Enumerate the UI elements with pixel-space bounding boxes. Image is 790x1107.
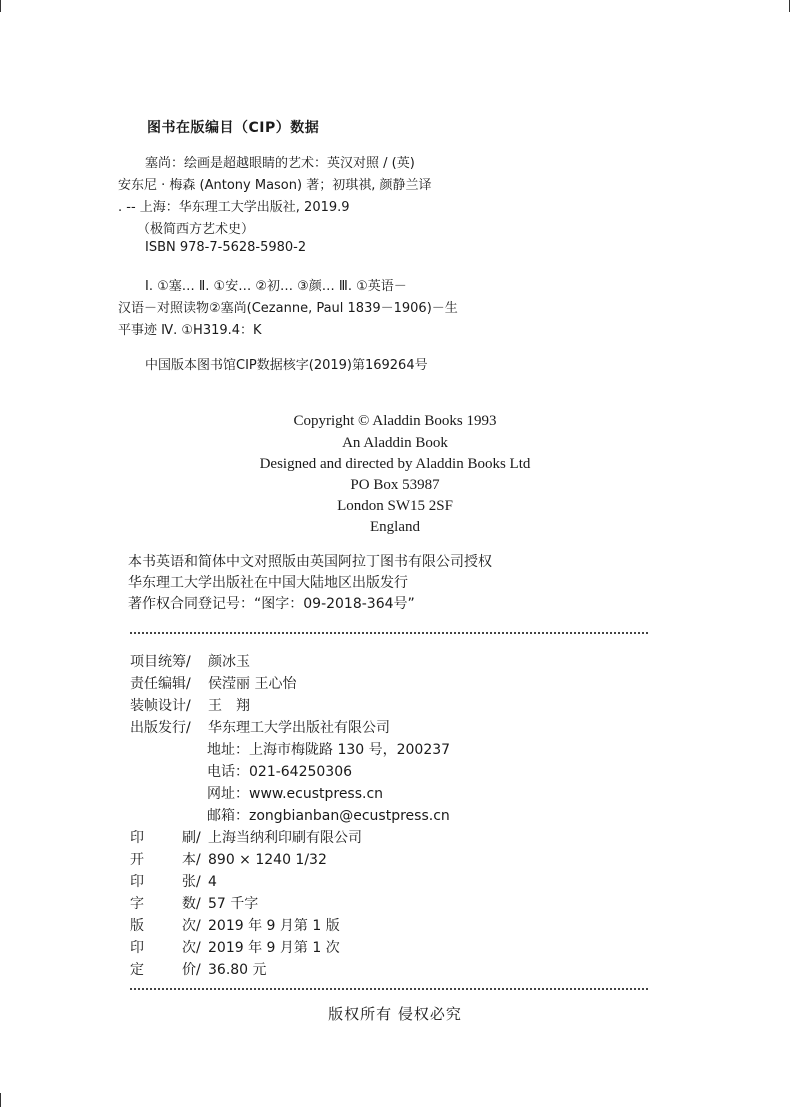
info-label: 责任编辑/ — [130, 676, 191, 692]
info-row-printer: 印 刷 / 上海当纳利印刷有限公司 — [130, 830, 362, 846]
copyright-line-6: England — [370, 519, 420, 535]
info-value: 颜冰玉 — [208, 654, 250, 670]
info-row-edition: 版 次 / 2019 年 9 月第 1 版 — [130, 918, 340, 934]
publisher-address: 地址：上海市梅陇路 130 号，200237 — [207, 742, 451, 758]
info-row-sheets: 印 张 / 4 — [130, 874, 217, 890]
info-value: 侯滢丽 王心怡 — [208, 676, 297, 692]
info-label: 字 数 — [130, 896, 196, 912]
crop-mark-top-left — [0, 0, 1, 12]
info-label: 项目统筹/ — [130, 654, 191, 670]
info-row-impression: 印 次 / 2019 年 9 月第 1 次 — [130, 940, 340, 956]
info-label: 开 本 — [130, 852, 196, 868]
cip-isbn: ISBN 978-7-5628-5980-2 — [145, 240, 307, 255]
dotted-divider-top — [130, 632, 648, 634]
copyright-line-1: Copyright © Aladdin Books 1993 — [293, 413, 497, 429]
info-label: 版 次 — [130, 918, 196, 934]
info-value: 4 — [208, 874, 217, 890]
copyright-line-3: Designed and directed by Aladdin Books Ltd — [259, 456, 531, 472]
info-value: 华东理工大学出版社有限公司 — [208, 720, 390, 736]
cip-record-number: 中国版本图书馆CIP数据核字(2019)第169264号 — [145, 358, 428, 373]
info-value: 上海当纳利印刷有限公司 — [208, 830, 362, 846]
authorization-line-2: 华东理工大学出版社在中国大陆地区出版发行 — [128, 575, 408, 591]
info-value: 2019 年 9 月第 1 次 — [208, 940, 340, 956]
authorization-line-1: 本书英语和简体中文对照版由英国阿拉丁图书有限公司授权 — [128, 554, 492, 570]
info-label: 出版发行/ — [130, 720, 191, 736]
info-label: 印 刷 — [130, 830, 196, 846]
copyright-line-2: An Aladdin Book — [342, 435, 448, 451]
info-row-design — [130, 696, 250, 716]
info-row-publisher — [130, 718, 390, 738]
info-value: 57 千字 — [208, 896, 259, 912]
info-value: 36.80 元 — [208, 962, 267, 978]
info-label: 定 价 — [130, 962, 196, 978]
cip-line-2: 安东尼 · 梅森 (Antony Mason) 著；初琪祺, 颜静兰译 — [118, 178, 432, 193]
cip-line-4: （极简西方艺术史） — [137, 222, 255, 237]
info-row-price: 定 价 / 36.80 元 — [130, 962, 267, 978]
info-value: 2019 年 9 月第 1 版 — [208, 918, 340, 934]
authorization-line-3: 著作权合同登记号：“图字：09-2018-364号” — [128, 596, 415, 612]
info-row-words: 字 数 / 57 千字 — [130, 896, 259, 912]
cip-line-1: 塞尚：绘画是超越眼睛的艺术：英汉对照 / (英) — [145, 156, 415, 171]
info-label: 印 次 — [130, 940, 196, 956]
crop-mark-bottom-left — [0, 1093, 1, 1107]
info-value: 890 × 1240 1/32 — [208, 852, 327, 868]
publisher-email: 邮箱：zongbianban@ecustpress.cn — [207, 808, 450, 824]
info-label: 印 张 — [130, 874, 196, 890]
info-value: 王 翔 — [208, 698, 250, 714]
info-row-format: 开 本 / 890 × 1240 1/32 — [130, 852, 327, 868]
info-row-editor — [130, 674, 296, 694]
dotted-divider-bottom — [130, 988, 648, 990]
publisher-phone: 电话：021-64250306 — [207, 764, 353, 780]
cip-classification-2: 汉语－对照读物②塞尚(Cezanne, Paul 1839－1906)－生 — [118, 301, 458, 316]
copyright-line-5: London SW15 2SF — [337, 498, 453, 514]
info-label: 装帧设计/ — [130, 698, 191, 714]
info-row-project — [130, 652, 250, 672]
cip-classification-3: 平事迹 Ⅳ. ①H319.4：K — [118, 323, 262, 338]
cip-classification-1: Ⅰ. ①塞… Ⅱ. ①安… ②初… ③颜… Ⅲ. ①英语－ — [145, 279, 407, 294]
cip-title: 图书在版编目（CIP）数据 — [147, 120, 320, 136]
rights-notice: 版权所有 侵权必究 — [328, 1005, 462, 1023]
copyright-line-4: PO Box 53987 — [350, 477, 440, 493]
publisher-website: 网址：www.ecustpress.cn — [207, 786, 384, 802]
cip-line-3: . -- 上海：华东理工大学出版社, 2019.9 — [118, 200, 350, 215]
